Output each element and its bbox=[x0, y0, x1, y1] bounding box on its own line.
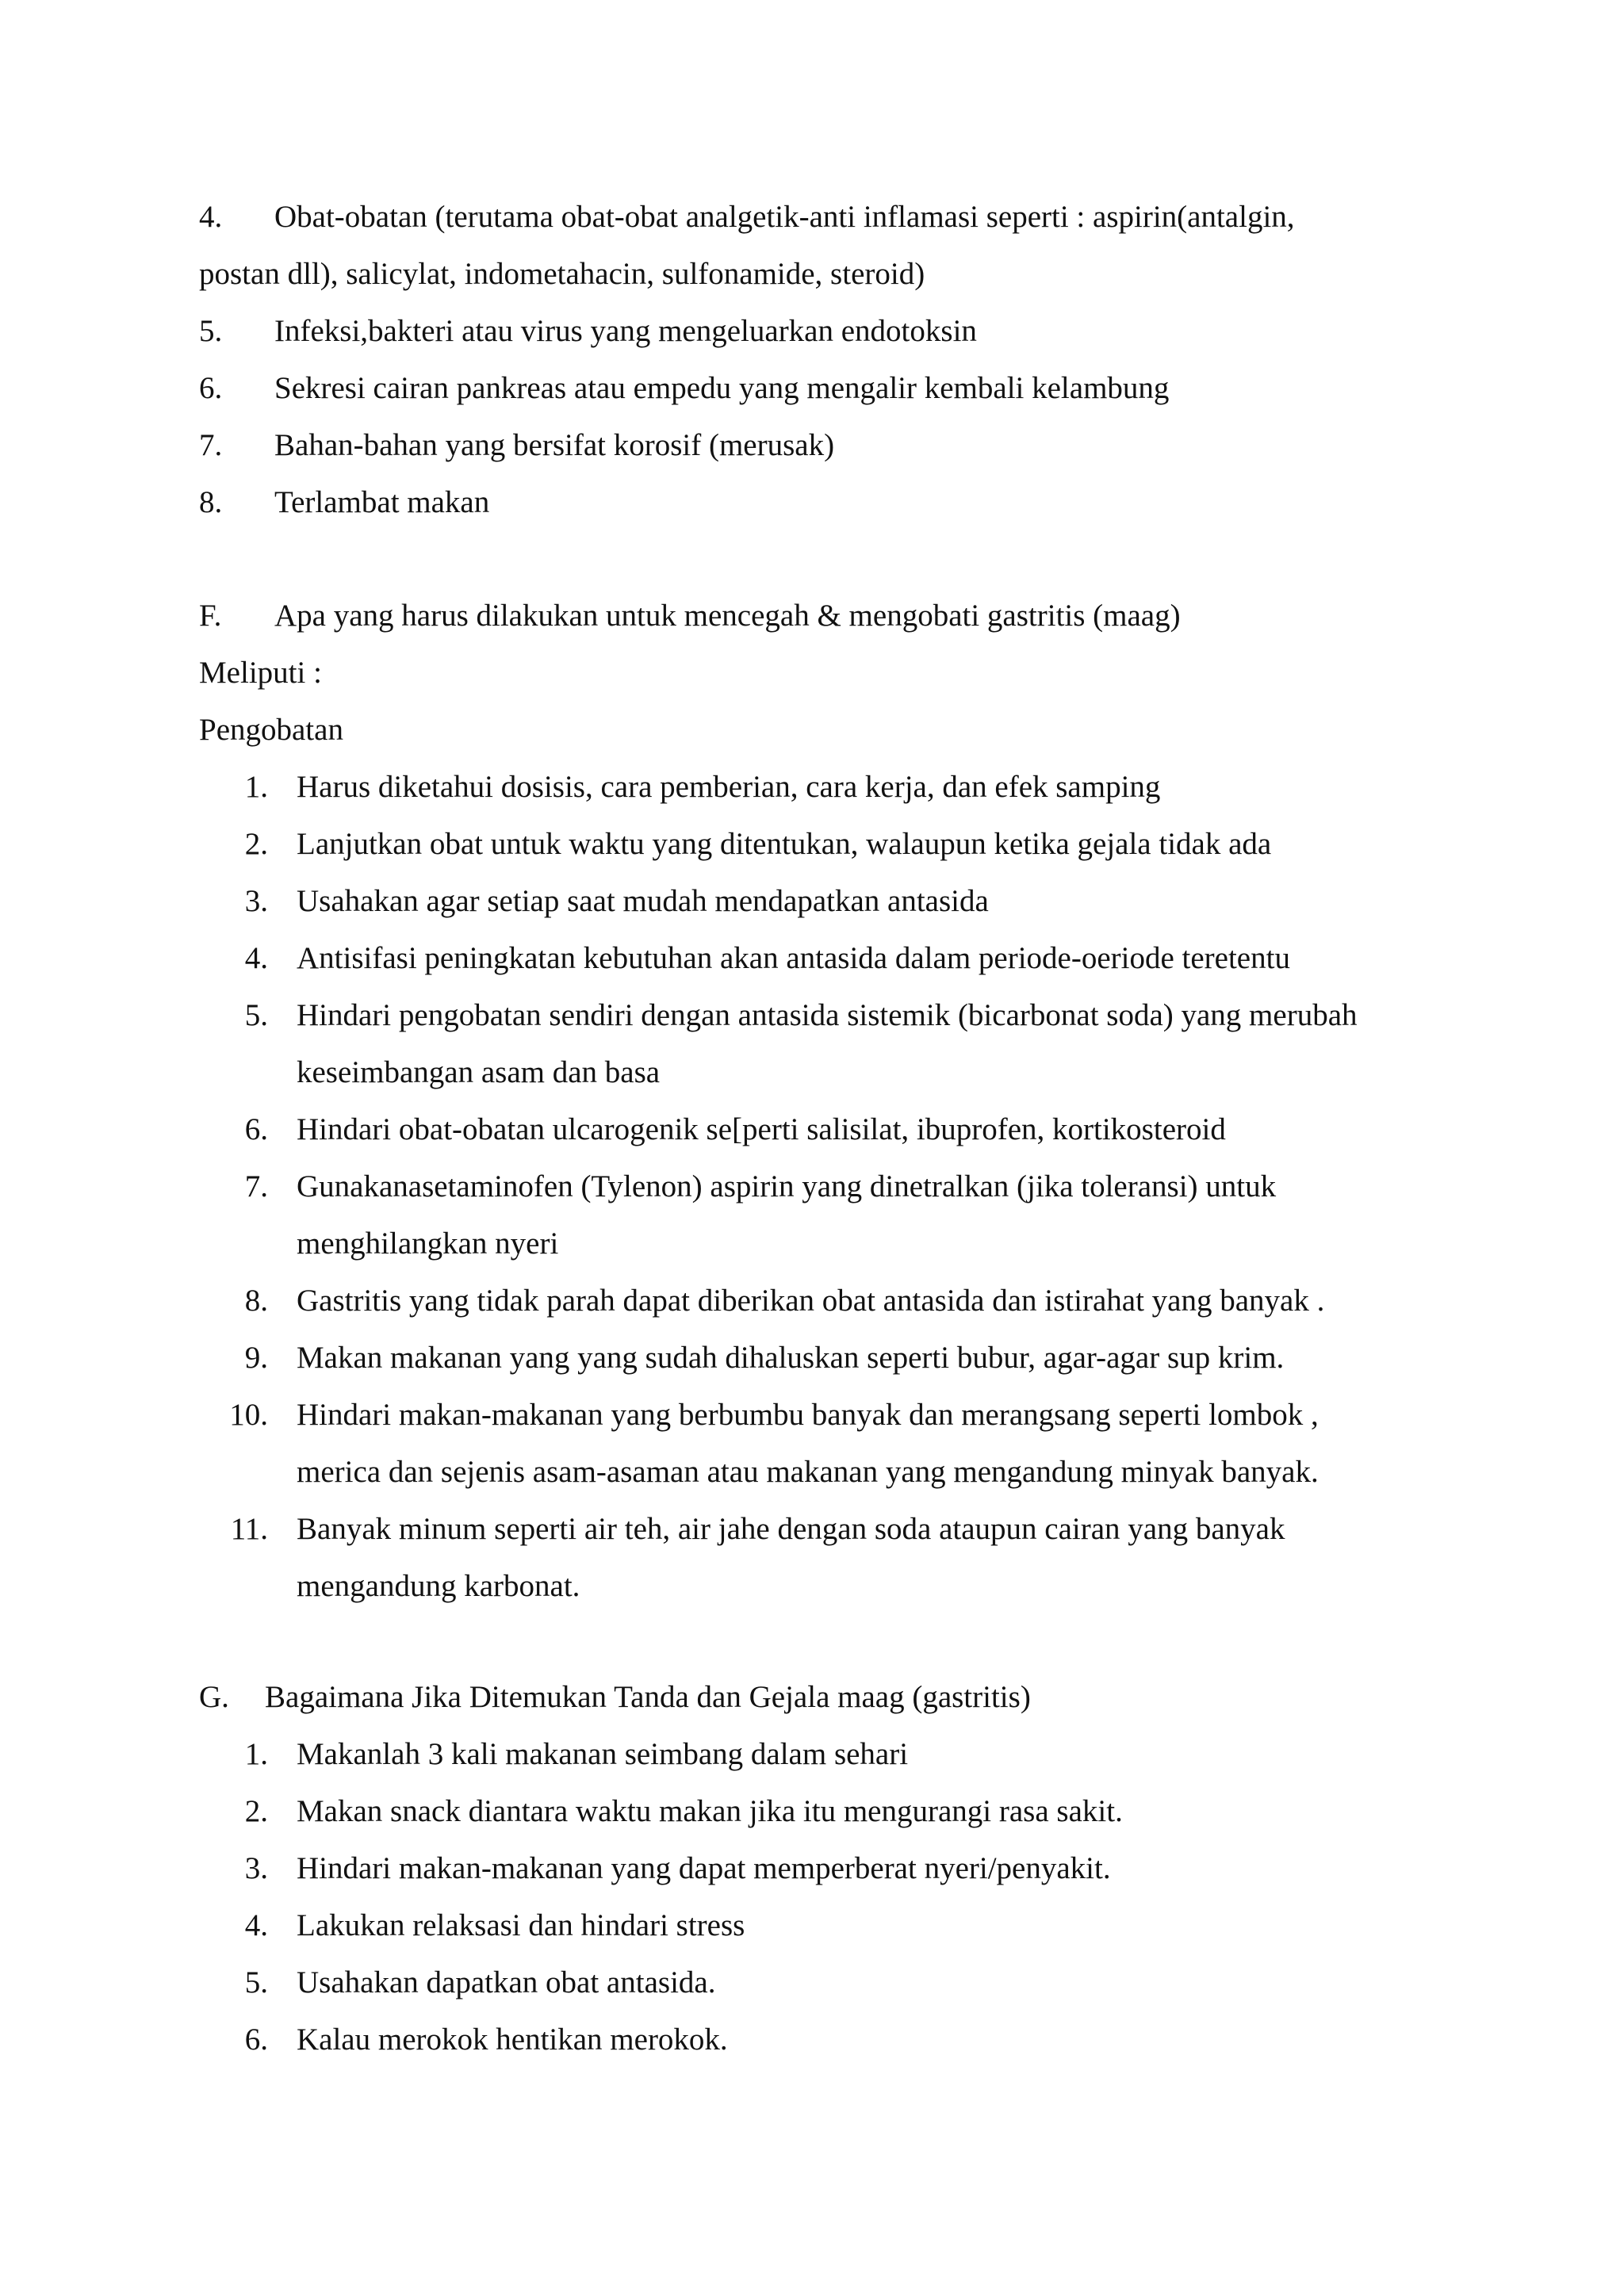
list-text: Sekresi cairan pankreas atau empedu yang mengalir kembali kelambung bbox=[274, 371, 1170, 405]
list-number: 5. bbox=[199, 314, 223, 348]
list-number: 9. bbox=[244, 1341, 268, 1375]
section-intro bbox=[199, 654, 322, 692]
list-number: 2. bbox=[244, 1794, 268, 1828]
section-marker: G. bbox=[199, 1680, 229, 1714]
section-marker: F. bbox=[199, 599, 222, 633]
list-text: Makan snack diantara waktu makan jika itu mengurangi rasa sakit. bbox=[297, 1794, 1123, 1828]
list-number: 4. bbox=[199, 200, 223, 234]
list-number: 8. bbox=[199, 485, 223, 519]
list-text: Bahan-bahan yang bersifat korosif (merusak) bbox=[274, 428, 835, 462]
list-text: Lakukan relaksasi dan hindari stress bbox=[297, 1908, 745, 1942]
list-text: Infeksi,bakteri atau virus yang mengeluarkan endotoksin bbox=[274, 314, 977, 348]
list-number: 4. bbox=[244, 941, 268, 975]
list-number: 5. bbox=[244, 998, 268, 1032]
list-number: 1. bbox=[244, 1737, 268, 1771]
list-text: Kalau merokok hentikan merokok. bbox=[297, 2022, 728, 2057]
list-text: Obat-obatan (terutama obat-obat analgetik-anti inflamasi seperti : aspirin(antalgin, bbox=[274, 200, 1295, 234]
subheading-text: Pengobatan bbox=[199, 713, 343, 747]
list-number: 6. bbox=[199, 371, 223, 405]
list-number: 5. bbox=[244, 1965, 268, 1999]
list-number: 3. bbox=[244, 884, 268, 918]
list-text: Gastritis yang tidak parah dapat diberikan obat antasida dan istirahat yang banyak . bbox=[297, 1284, 1325, 1318]
list-number: 3. bbox=[244, 1851, 268, 1885]
list-text: Usahakan dapatkan obat antasida. bbox=[297, 1965, 716, 1999]
list-number: 10. bbox=[229, 1398, 268, 1432]
list-text: Gunakanasetaminofen (Tylenon) aspirin yang dinetralkan (jika toleransi) untuk bbox=[297, 1169, 1277, 1203]
list-text: Makan makanan yang yang sudah dihaluskan seperti bubur, agar-agar sup krim. bbox=[297, 1341, 1285, 1375]
list-text: Hindari makan-makanan yang berbumbu banyak dan merangsang seperti lombok , bbox=[297, 1398, 1319, 1432]
section-title: Bagaimana Jika Ditemukan Tanda dan Gejala maag (gastritis) bbox=[265, 1680, 1031, 1714]
list-text: mengandung karbonat. bbox=[297, 1569, 580, 1603]
subheading bbox=[199, 711, 343, 749]
list-number: 6. bbox=[244, 1112, 268, 1146]
list-number: 6. bbox=[244, 2022, 268, 2057]
list-text: Usahakan agar setiap saat mudah mendapatkan antasida bbox=[297, 884, 989, 918]
list-text: Makanlah 3 kali makanan seimbang dalam sehari bbox=[297, 1737, 909, 1771]
list-text: Hindari pengobatan sendiri dengan antasida sistemik (bicarbonat soda) yang merubah bbox=[297, 998, 1358, 1032]
intro-text: Meliputi : bbox=[199, 656, 322, 690]
list-number: 4. bbox=[244, 1908, 268, 1942]
list-number: 7. bbox=[244, 1169, 268, 1203]
list-text: Terlambat makan bbox=[274, 485, 490, 519]
list-text: keseimbangan asam dan basa bbox=[297, 1055, 661, 1089]
list-item-continuation bbox=[199, 255, 925, 293]
list-text: Harus diketahui dosisis, cara pemberian, cara kerja, dan efek samping bbox=[297, 770, 1161, 804]
list-text: menghilangkan nyeri bbox=[297, 1226, 559, 1261]
list-text: Banyak minum seperti air teh, air jahe dengan soda ataupun cairan yang banyak bbox=[297, 1512, 1285, 1546]
section-title: Apa yang harus dilakukan untuk mencegah & mengobati gastritis (maag) bbox=[274, 599, 1181, 633]
list-text: Hindari obat-obatan ulcarogenik se[perti salisilat, ibuprofen, kortikosteroid bbox=[297, 1112, 1226, 1146]
list-text: Lanjutkan obat untuk waktu yang ditentukan, walaupun ketika gejala tidak ada bbox=[297, 827, 1272, 861]
list-text: Hindari makan-makanan yang dapat memperberat nyeri/penyakit. bbox=[297, 1851, 1111, 1885]
list-text: postan dll), salicylat, indometahacin, sulfonamide, steroid) bbox=[199, 257, 925, 291]
list-text: Antisifasi peningkatan kebutuhan akan antasida dalam periode-oeriode teretentu bbox=[297, 941, 1290, 975]
list-number: 8. bbox=[244, 1284, 268, 1318]
list-number: 7. bbox=[199, 428, 223, 462]
list-text: merica dan sejenis asam-asaman atau makanan yang mengandung minyak banyak. bbox=[297, 1455, 1319, 1489]
list-number: 11. bbox=[230, 1512, 268, 1546]
list-number: 1. bbox=[244, 770, 268, 804]
list-number: 2. bbox=[244, 827, 268, 861]
